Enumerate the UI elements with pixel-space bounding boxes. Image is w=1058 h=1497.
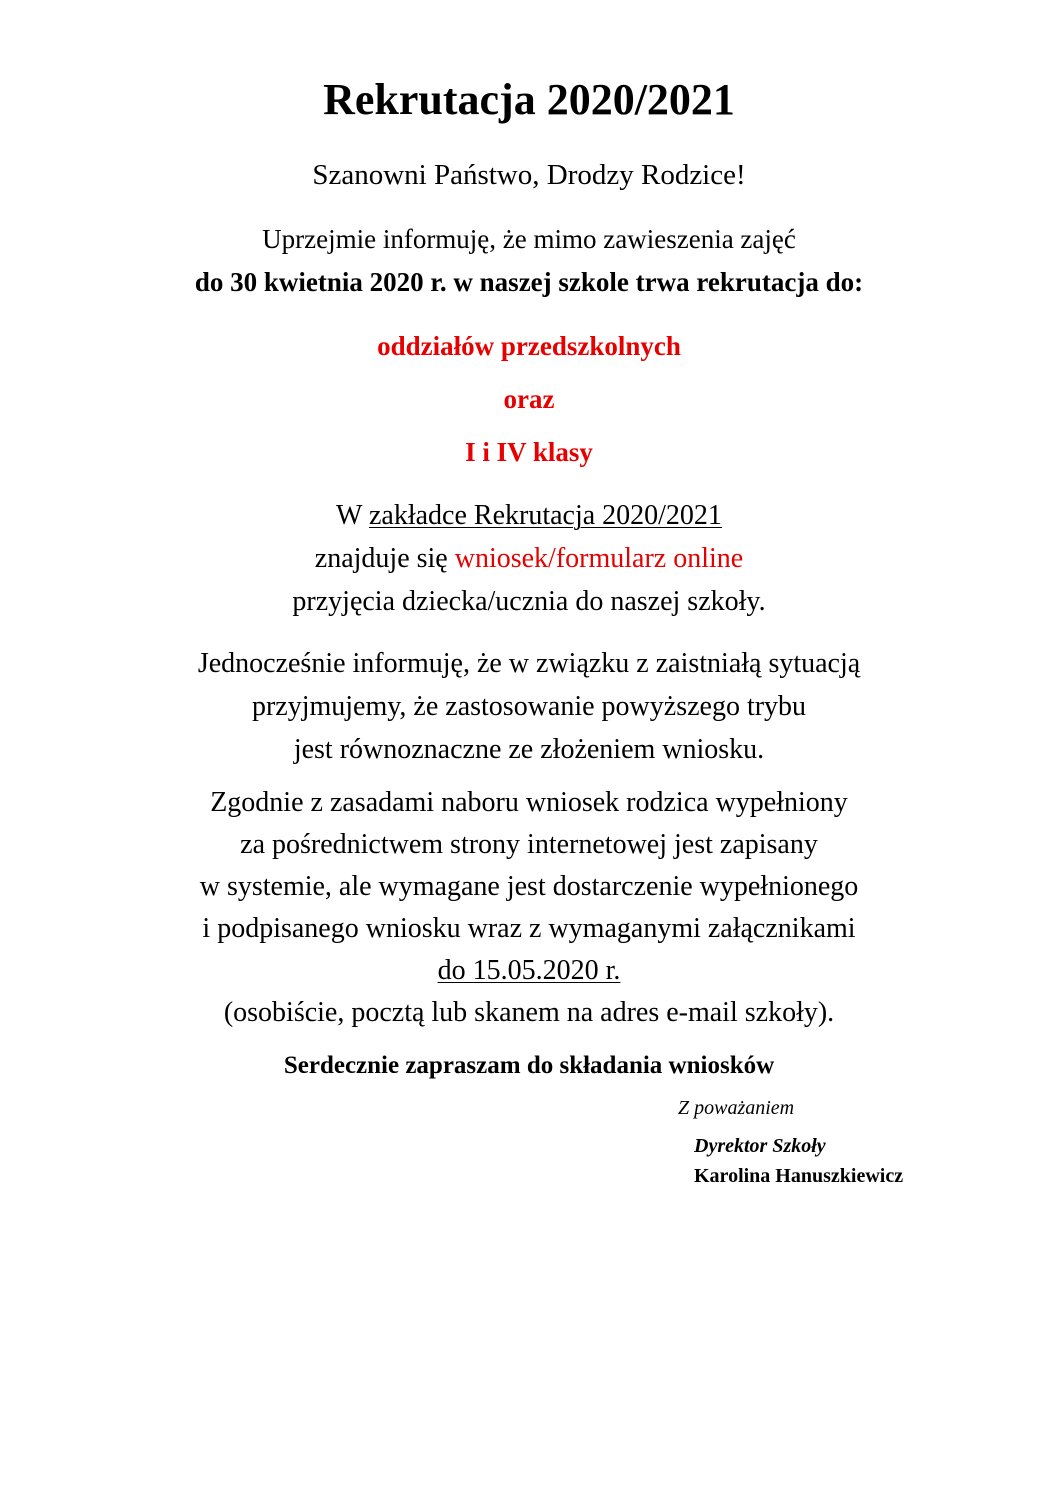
intro-line-2: do 30 kwietnia 2020 r. w naszej szkole trwa rekrutacja do: <box>194 267 864 297</box>
paragraph3-line-1: Zgodnie z zasadami naboru wniosek rodzica wypełniony <box>210 787 848 818</box>
tab-info-line-1 <box>0 502 1058 530</box>
paragraph3-line-3: w systemie, ale wymagane jest dostarczenie wypełnionego <box>199 871 859 902</box>
unit-conjunction: oraz <box>503 384 555 414</box>
signature-name: Karolina Hanuszkiewicz <box>694 1165 904 1187</box>
paragraph3-line-4: i podpisanego wniosku wraz z wymaganymi załącznikami <box>202 913 856 944</box>
paragraph3-line-2: za pośrednictwem strony internetowej jest zapisany <box>240 829 818 860</box>
paragraph2-line-3: jest równoznaczne ze złożeniem wniosku. <box>293 734 765 765</box>
paragraph3-deadline-line <box>0 957 1058 985</box>
unit-classes: I i IV klasy <box>465 437 593 467</box>
document-title: Rekrutacja 2020/2021 <box>323 75 735 124</box>
paragraph2-line-1: Jednocześnie informuję, że w związku z zaistniałą sytuacją <box>197 648 861 679</box>
greeting: Szanowni Państwo, Drodzy Rodzice! <box>312 159 746 191</box>
unit-preschool: oddziałów przedszkolnych <box>377 331 681 361</box>
recruitment-tab-link[interactable]: zakładce Rekrutacja 2020/2021 <box>368 500 722 531</box>
paragraph2-line-2: przyjmujemy, że zastosowanie powyższego trybu <box>251 691 807 722</box>
tab-info-line2-prefix: znajduje się <box>314 543 455 574</box>
deadline-date: do 15.05.2020 r. <box>437 955 621 986</box>
signature-regards: Z poważaniem <box>678 1097 795 1119</box>
intro-line-1: Uprzejmie informuję, że mimo zawieszenia zajęć <box>262 224 796 254</box>
tab-info-prefix: W <box>336 500 369 531</box>
signature-role: Dyrektor Szkoły <box>694 1135 826 1157</box>
paragraph3-line-6: (osobiście, pocztą lub skanem na adres e-mail szkoły). <box>223 997 835 1028</box>
tab-info-line-2 <box>0 545 1058 573</box>
tab-info-line-3: przyjęcia dziecka/ucznia do naszej szkoły. <box>292 586 766 617</box>
online-form-link[interactable]: wniosek/formularz online <box>454 543 744 574</box>
invitation: Serdecznie zapraszam do składania wniosków <box>283 1052 775 1079</box>
